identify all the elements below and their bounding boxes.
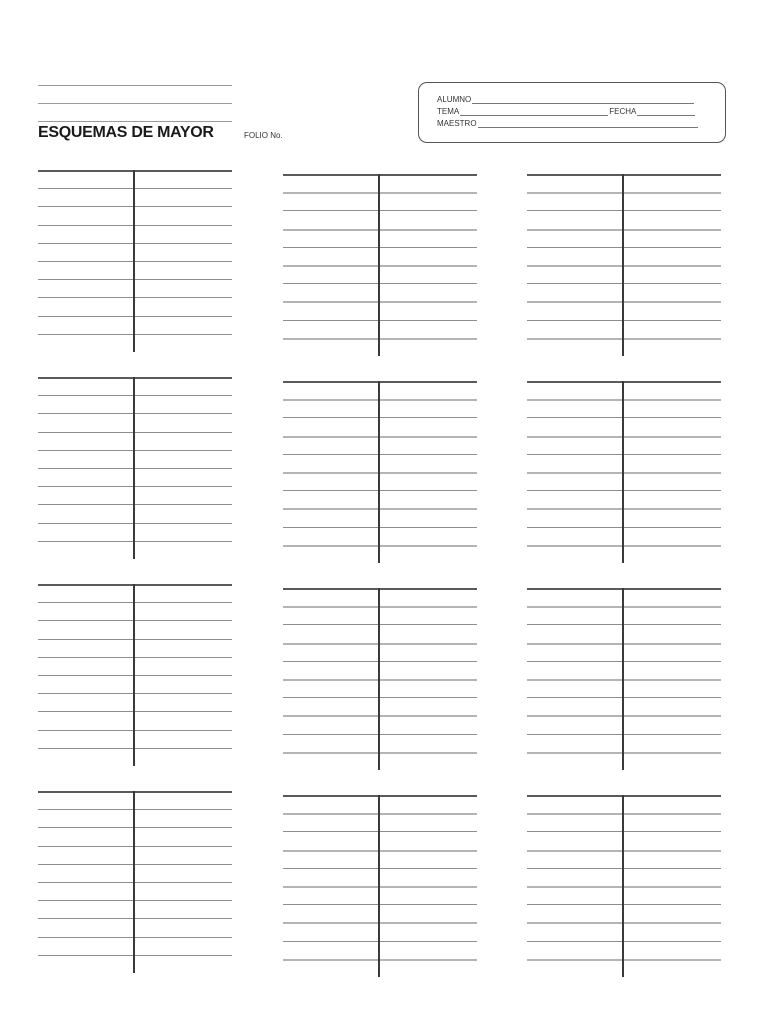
ledger-entry-line[interactable] (38, 620, 232, 621)
ledger-divider (622, 381, 624, 563)
ledger-divider (622, 174, 624, 356)
ledger-entry-line[interactable] (283, 472, 477, 474)
ledger-entry-line[interactable] (283, 545, 477, 547)
ledger-entry-line[interactable] (527, 472, 721, 474)
ledger-entry-line[interactable] (283, 941, 477, 942)
ledger-entry-line[interactable] (38, 316, 232, 317)
ledger-entry-line[interactable] (283, 831, 477, 832)
ledger-entry-line[interactable] (38, 432, 232, 433)
ledger-entry-line[interactable] (527, 417, 721, 418)
ledger-entry-line[interactable] (527, 320, 721, 321)
ledger-header-line (38, 170, 232, 172)
ledger-entry-line[interactable] (283, 192, 477, 194)
ledger-entry-line[interactable] (283, 247, 477, 248)
ledger-entry-line[interactable] (527, 831, 721, 832)
ledger-entry-line[interactable] (38, 900, 232, 901)
ledger-entry-line[interactable] (283, 886, 477, 888)
ledger-entry-line[interactable] (38, 730, 232, 731)
ledger-entry-line[interactable] (283, 436, 477, 438)
ledger-entry-line[interactable] (38, 675, 232, 676)
tema-field[interactable] (460, 107, 608, 116)
maestro-label: MAESTRO (437, 119, 477, 128)
ledger-entry-line[interactable] (283, 813, 477, 815)
ledger-entry-line[interactable] (527, 247, 721, 248)
ledger-entry-line[interactable] (527, 606, 721, 608)
ledger-entry-line[interactable] (527, 192, 721, 194)
ledger-entry-line[interactable] (283, 229, 477, 231)
ledger-entry-line[interactable] (283, 338, 477, 340)
ledger-entry-line[interactable] (38, 486, 232, 487)
tema-fecha-row (437, 107, 695, 116)
ledger-entry-line[interactable] (283, 734, 477, 735)
ledger-entry-line[interactable] (527, 399, 721, 401)
ledger-t-account-3-3 (527, 588, 721, 772)
ledger-entry-line[interactable] (527, 338, 721, 340)
ledger-entry-line[interactable] (38, 279, 232, 280)
ledger-entry-line[interactable] (527, 886, 721, 888)
ledger-entry-line[interactable] (283, 490, 477, 491)
ledger-entry-line[interactable] (283, 283, 477, 284)
ledger-entry-line[interactable] (38, 541, 232, 542)
ledger-header-line (527, 588, 721, 590)
ledger-entry-line[interactable] (38, 937, 232, 938)
ledger-entry-line[interactable] (283, 624, 477, 625)
ledger-header-line (527, 174, 721, 176)
ledger-entry-line[interactable] (527, 922, 721, 924)
ledger-entry-line[interactable] (283, 399, 477, 401)
ledger-entry-line[interactable] (283, 527, 477, 528)
ledger-entry-line[interactable] (283, 752, 477, 754)
ledger-t-account-2-2 (283, 381, 477, 565)
ledger-header-line (38, 791, 232, 793)
ledger-entry-line[interactable] (38, 711, 232, 712)
ledger-t-account-4-1 (38, 791, 232, 975)
ledger-entry-line[interactable] (283, 454, 477, 455)
ledger-entry-line[interactable] (527, 454, 721, 455)
ledger-t-account-1-1 (38, 170, 232, 354)
ledger-entry-line[interactable] (283, 868, 477, 869)
ledger-header-line (283, 381, 477, 383)
ledger-entry-line[interactable] (283, 904, 477, 905)
ledger-entry-line[interactable] (38, 297, 232, 298)
ledger-entry-line[interactable] (527, 868, 721, 869)
ledger-entry-line[interactable] (38, 188, 232, 189)
ledger-entry-line[interactable] (38, 206, 232, 207)
ledger-header-line (283, 588, 477, 590)
ledger-entry-line[interactable] (283, 959, 477, 961)
ledger-entry-line[interactable] (527, 904, 721, 905)
ledger-header-line (527, 795, 721, 797)
ledger-entry-line[interactable] (527, 752, 721, 754)
ledger-entry-line[interactable] (527, 850, 721, 852)
ledger-entry-line[interactable] (38, 693, 232, 694)
ledger-entry-line[interactable] (527, 661, 721, 662)
ledger-entry-line[interactable] (38, 846, 232, 847)
ledger-header-line (38, 584, 232, 586)
ledger-entry-line[interactable] (527, 210, 721, 211)
ledger-entry-line[interactable] (527, 508, 721, 510)
alumno-field[interactable] (472, 95, 694, 104)
ledger-entry-line[interactable] (283, 320, 477, 321)
ledger-header-line (283, 795, 477, 797)
maestro-field[interactable] (478, 119, 698, 128)
header-blank-line-2 (38, 103, 232, 104)
ledger-entry-line[interactable] (527, 813, 721, 815)
ledger-t-account-4-2 (283, 795, 477, 979)
ledger-entry-line[interactable] (527, 697, 721, 698)
ledger-entry-line[interactable] (38, 504, 232, 505)
ledger-divider (622, 795, 624, 977)
ledger-entry-line[interactable] (283, 679, 477, 681)
ledger-entry-line[interactable] (527, 490, 721, 491)
ledger-entry-line[interactable] (38, 413, 232, 414)
ledger-entry-line[interactable] (283, 417, 477, 418)
ledger-entry-line[interactable] (283, 265, 477, 267)
ledger-entry-line[interactable] (283, 661, 477, 662)
ledger-entry-line[interactable] (38, 395, 232, 396)
ledger-entry-line[interactable] (527, 679, 721, 681)
alumno-label: ALUMNO (437, 95, 472, 104)
ledger-entry-line[interactable] (38, 955, 232, 956)
ledger-entry-line[interactable] (283, 850, 477, 852)
ledger-entry-line[interactable] (283, 606, 477, 608)
ledger-entry-line[interactable] (38, 602, 232, 603)
ledger-entry-line[interactable] (38, 639, 232, 640)
ledger-entry-line[interactable] (38, 450, 232, 451)
ledger-divider (378, 795, 380, 977)
ledger-entry-line[interactable] (283, 922, 477, 924)
ledger-entry-line[interactable] (38, 827, 232, 828)
ledger-entry-line[interactable] (527, 527, 721, 528)
page-title: ESQUEMAS DE MAYOR (38, 124, 214, 141)
ledger-divider (133, 170, 135, 352)
ledger-entry-line[interactable] (283, 643, 477, 645)
ledger-entry-line[interactable] (527, 734, 721, 735)
ledger-entry-line[interactable] (38, 334, 232, 335)
ledger-t-account-2-3 (527, 381, 721, 565)
ledger-header-line (38, 377, 232, 379)
ledger-entry-line[interactable] (283, 715, 477, 717)
ledger-entry-line[interactable] (38, 657, 232, 658)
ledger-entry-line[interactable] (283, 210, 477, 211)
ledger-entry-line[interactable] (527, 283, 721, 284)
ledger-entry-line[interactable] (38, 243, 232, 244)
ledger-entry-line[interactable] (38, 809, 232, 810)
ledger-divider (378, 174, 380, 356)
ledger-entry-line[interactable] (527, 265, 721, 267)
ledger-divider (133, 791, 135, 973)
ledger-entry-line[interactable] (38, 918, 232, 919)
ledger-divider (622, 588, 624, 770)
header-blank-line-3 (38, 121, 232, 122)
alumno-row (437, 95, 694, 104)
ledger-header-line (283, 174, 477, 176)
ledger-divider (378, 381, 380, 563)
ledger-entry-line[interactable] (527, 301, 721, 303)
ledger-entry-line[interactable] (38, 748, 232, 749)
ledger-entry-line[interactable] (527, 941, 721, 942)
ledger-t-account-3-1 (38, 584, 232, 768)
ledger-entry-line[interactable] (283, 697, 477, 698)
fecha-label: FECHA (609, 107, 637, 116)
ledger-entry-line[interactable] (527, 643, 721, 645)
ledger-t-account-1-3 (527, 174, 721, 358)
tema-label: TEMA (437, 107, 460, 116)
ledger-entry-line[interactable] (527, 545, 721, 547)
student-info-box (418, 82, 726, 143)
ledger-divider (133, 584, 135, 766)
ledger-entry-line[interactable] (527, 959, 721, 961)
ledger-entry-line[interactable] (38, 864, 232, 865)
ledger-entry-line[interactable] (283, 508, 477, 510)
header-blank-line-1 (38, 85, 232, 86)
ledger-entry-line[interactable] (38, 523, 232, 524)
fecha-field[interactable] (637, 107, 695, 116)
ledger-t-account-3-2 (283, 588, 477, 772)
ledger-entry-line[interactable] (527, 624, 721, 625)
ledger-entry-line[interactable] (283, 301, 477, 303)
ledger-entry-line[interactable] (527, 436, 721, 438)
ledger-entry-line[interactable] (38, 882, 232, 883)
ledger-divider (378, 588, 380, 770)
ledger-t-account-1-2 (283, 174, 477, 358)
ledger-entry-line[interactable] (38, 261, 232, 262)
ledger-entry-line[interactable] (527, 715, 721, 717)
ledger-entry-line[interactable] (527, 229, 721, 231)
ledger-entry-line[interactable] (38, 225, 232, 226)
ledger-header-line (527, 381, 721, 383)
ledger-entry-line[interactable] (38, 468, 232, 469)
maestro-row (437, 119, 698, 128)
ledger-t-account-4-3 (527, 795, 721, 979)
folio-label: FOLIO No. (244, 131, 283, 140)
ledger-t-account-2-1 (38, 377, 232, 561)
ledger-divider (133, 377, 135, 559)
